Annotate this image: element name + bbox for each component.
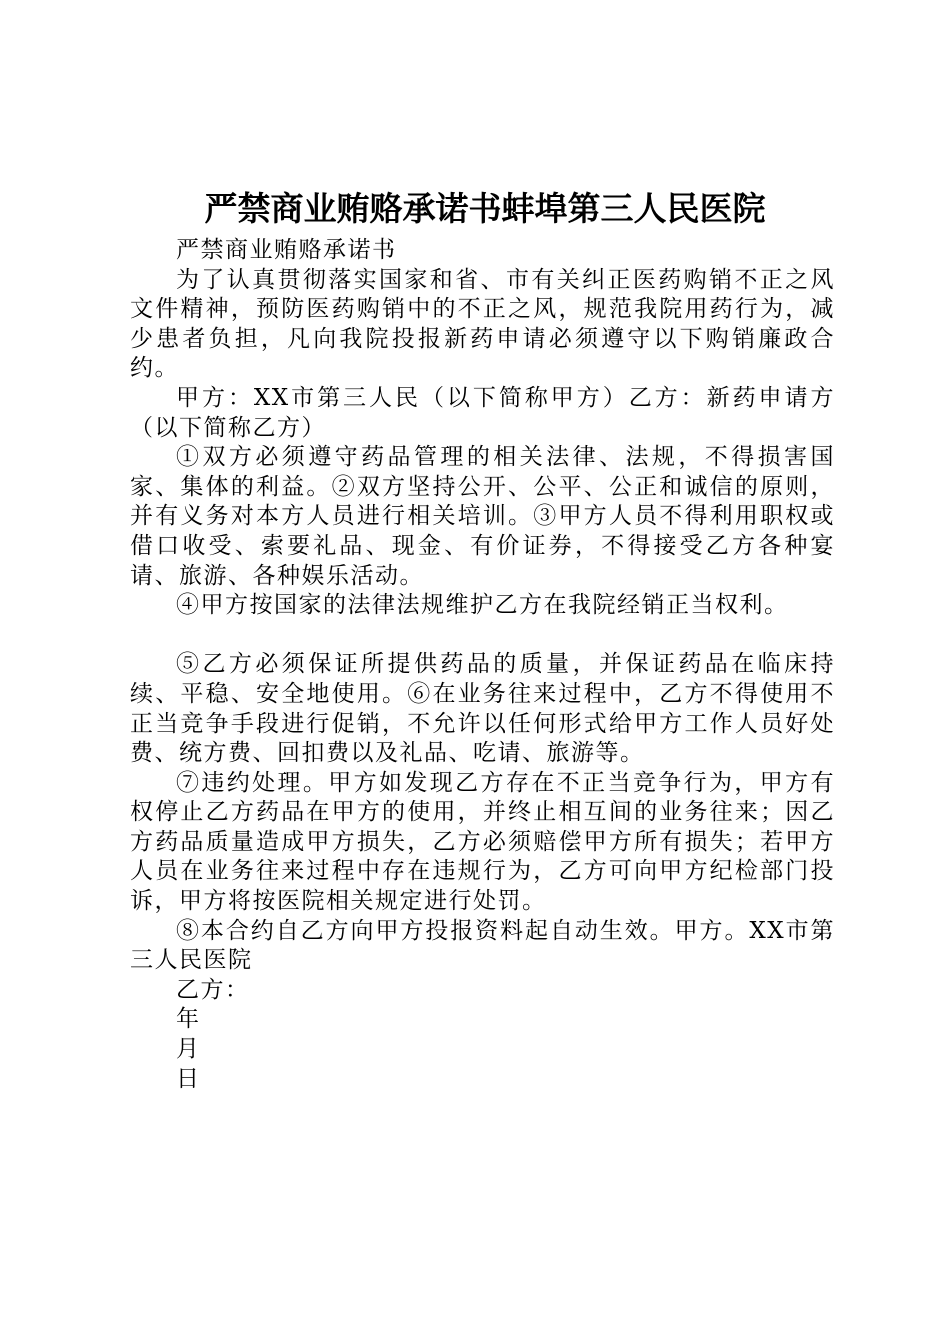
intro-paragraph: 为了认真贯彻落实国家和省、市有关纠正医药购销不正之风文件精神，预防医药购销中的不正之风，规范我院用药行为，减少患者负担，凡向我院投报新药申请必须遵守以下购销廉政合约。 [130,266,835,382]
clauses-5-6-paragraph: ⑤乙方必须保证所提供药品的质量，并保证药品在临床持续、平稳、安全地使用。⑥在业务往来过程中，乙方不得使用不正当竞争手段进行促销，不允许以任何形式给甲方工作人员好处费、统方费、回扣费以及礼品、吃请、旅游等。 [130,651,835,767]
clause-4-paragraph: ④甲方按国家的法律法规维护乙方在我院经销正当权利。 [176,592,789,619]
party-b-signature-line: 乙方： [176,976,250,1003]
clauses-1-3-paragraph: ①双方必须遵守药品管理的相关法律、法规，不得损害国家、集体的利益。②双方坚持公开、公平、公正和诚信的原则，并有义务对本方人员进行相关培训。③甲方人员不得利用职权或借口收受、索要礼品、现金、有价证券，不得接受乙方各种宴请、旅游、各种娱乐活动。 [130,444,835,589]
parties-paragraph: 甲方：XX市第三人民（以下简称甲方）乙方：新药申请方（以下简称乙方） [130,384,835,441]
clause-7-paragraph: ⑦违约处理。甲方如发现乙方存在不正当竞争行为，甲方有权停止乙方药品在甲方的使用，并终止相互间的业务往来；因乙方药品质量造成甲方损失，乙方必须赔偿甲方所有损失；若甲方人员在业务往来过程中存在违规行为，乙方可向甲方纪检部门投诉，甲方将按医院相关规定进行处罚。 [130,769,835,915]
date-day-line: 日 [176,1065,201,1092]
date-year-line: 年 [176,1006,201,1033]
document-title: 严禁商业贿赂承诺书蚌埠第三人民医院 [204,189,766,228]
document-body [130,236,835,1094]
subtitle-paragraph: 严禁商业贿赂承诺书 [176,237,397,263]
clause-8-paragraph: ⑧本合约自乙方向甲方投报资料起自动生效。甲方。XX市第三人民医院 [130,917,835,974]
date-month-line: 月 [176,1036,201,1063]
